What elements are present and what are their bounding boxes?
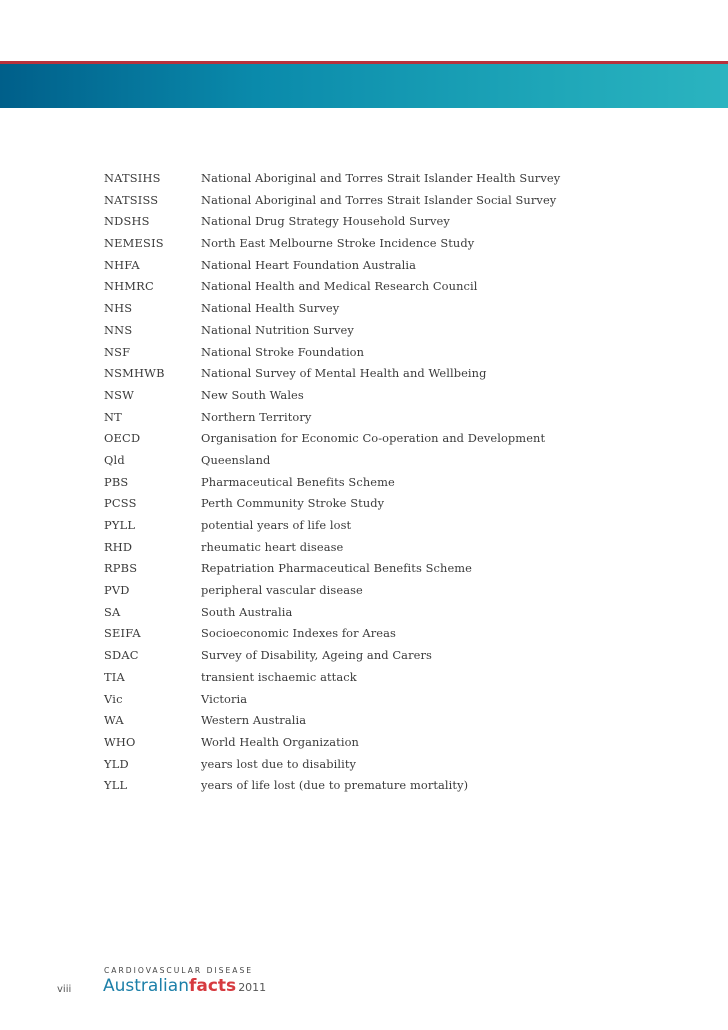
- list-item: [104, 710, 704, 732]
- abbreviation-code: PBS: [104, 474, 129, 489]
- abbreviation-description: North East Melbourne Stroke Incidence Study: [201, 236, 475, 251]
- abbreviation-code: NT: [104, 409, 122, 424]
- list-item: [104, 558, 704, 580]
- list-item: [104, 385, 704, 407]
- abbreviation-description: Socioeconomic Indexes for Areas: [201, 626, 396, 641]
- list-item: [104, 472, 704, 494]
- list-item: [104, 450, 704, 472]
- list-item: [104, 602, 704, 624]
- list-item: [104, 276, 704, 298]
- abbreviation-code: NHMRC: [104, 279, 154, 294]
- abbreviation-description: Northern Territory: [201, 409, 312, 424]
- list-item: [104, 363, 704, 385]
- list-item: [104, 493, 704, 515]
- abbreviation-code: YLL: [104, 778, 128, 793]
- list-item: [104, 580, 704, 602]
- abbreviation-description: New South Wales: [201, 387, 304, 402]
- abbreviation-code: SEIFA: [104, 626, 141, 641]
- abbreviation-description: National Heart Foundation Australia: [201, 257, 417, 272]
- abbreviation-code: NNS: [104, 322, 133, 337]
- abbreviation-code: NHFA: [104, 257, 140, 272]
- abbreviation-description: Survey of Disability, Ageing and Carers: [201, 648, 432, 663]
- abbreviation-description: years of life lost (due to premature mortality): [201, 778, 469, 793]
- abbreviation-code: RHD: [104, 539, 133, 554]
- footer-subtitle: CARDIOVASCULAR DISEASE: [104, 966, 254, 975]
- list-item: [104, 233, 704, 255]
- list-item: [104, 645, 704, 667]
- abbreviation-description: Pharmaceutical Benefits Scheme: [201, 474, 395, 489]
- abbreviation-description: National Aboriginal and Torres Strait Islander Social Survey: [201, 192, 557, 207]
- page-number: viii: [57, 984, 72, 995]
- footer-publication-title: [103, 976, 266, 996]
- abbreviation-code: SA: [104, 604, 121, 619]
- footer-title-part2: facts: [188, 976, 237, 996]
- list-item: [104, 211, 704, 233]
- abbreviation-code: TIA: [104, 669, 125, 684]
- abbreviation-code: OECD: [104, 431, 141, 446]
- list-item: [104, 537, 704, 559]
- abbreviation-code: NHS: [104, 301, 133, 316]
- abbreviation-code: PVD: [104, 583, 130, 598]
- abbreviation-code: NSMHWB: [104, 366, 165, 381]
- abbreviation-description: Queensland: [201, 452, 271, 467]
- header-banner: [0, 64, 728, 108]
- abbreviation-description: National Health Survey: [201, 301, 340, 316]
- abbreviation-code: NSW: [104, 387, 135, 402]
- abbreviation-description: Perth Community Stroke Study: [201, 496, 385, 511]
- abbreviation-code: NSF: [104, 344, 131, 359]
- abbreviation-code: RPBS: [104, 561, 138, 576]
- list-item: [104, 342, 704, 364]
- abbreviation-code: YLD: [104, 756, 129, 771]
- abbreviation-description: transient ischaemic attack: [201, 669, 357, 684]
- abbreviation-code: NATSISS: [104, 192, 159, 207]
- abbreviation-description: World Health Organization: [201, 734, 359, 749]
- abbreviation-description: National Stroke Foundation: [201, 344, 365, 359]
- abbreviation-description: rheumatic heart disease: [201, 539, 344, 554]
- abbreviation-description: National Drug Strategy Household Survey: [201, 214, 450, 229]
- list-item: [104, 190, 704, 212]
- list-item: [104, 775, 704, 797]
- abbreviation-description: National Aboriginal and Torres Strait Islander Health Survey: [201, 171, 561, 185]
- abbreviation-list: [104, 168, 704, 797]
- abbreviation-code: NDSHS: [104, 214, 150, 229]
- list-item: [104, 689, 704, 711]
- abbreviation-description: Repatriation Pharmaceutical Benefits Scheme: [201, 561, 473, 576]
- list-item: [104, 320, 704, 342]
- abbreviation-code: Vic: [104, 691, 123, 706]
- abbreviation-code: PYLL: [104, 518, 136, 532]
- abbreviation-description: years lost due to disability: [201, 756, 357, 771]
- abbreviation-description: Organisation for Economic Co-operation and Development: [201, 431, 546, 446]
- list-item: [104, 168, 704, 190]
- abbreviation-description: National Nutrition Survey: [201, 322, 354, 337]
- list-item: [104, 667, 704, 689]
- abbreviation-code: WHO: [104, 734, 136, 749]
- footer-title-year: 2011: [238, 981, 267, 994]
- list-item: [104, 754, 704, 776]
- list-item: [104, 623, 704, 645]
- list-item: [104, 407, 704, 429]
- abbreviation-description: Victoria: [201, 691, 248, 706]
- abbreviation-description: potential years of life lost: [201, 518, 352, 532]
- list-item: [104, 732, 704, 754]
- list-item: [104, 255, 704, 277]
- abbreviation-description: peripheral vascular disease: [201, 583, 363, 598]
- abbreviation-code: SDAC: [104, 648, 139, 663]
- abbreviation-code: PCSS: [104, 496, 137, 511]
- abbreviation-description: Western Australia: [201, 713, 307, 728]
- abbreviation-code: NEMESIS: [104, 236, 164, 251]
- abbreviation-code: Qld: [104, 452, 125, 467]
- abbreviation-description: National Survey of Mental Health and Wellbeing: [201, 366, 487, 381]
- abbreviation-code: NATSIHS: [104, 171, 161, 185]
- abbreviation-description: South Australia: [201, 604, 293, 619]
- list-item: [104, 428, 704, 450]
- list-item: [104, 298, 704, 320]
- abbreviation-code: WA: [104, 713, 124, 728]
- abbreviation-description: National Health and Medical Research Council: [201, 279, 478, 294]
- footer-title-part1: Australian: [103, 976, 189, 996]
- list-item: [104, 515, 704, 537]
